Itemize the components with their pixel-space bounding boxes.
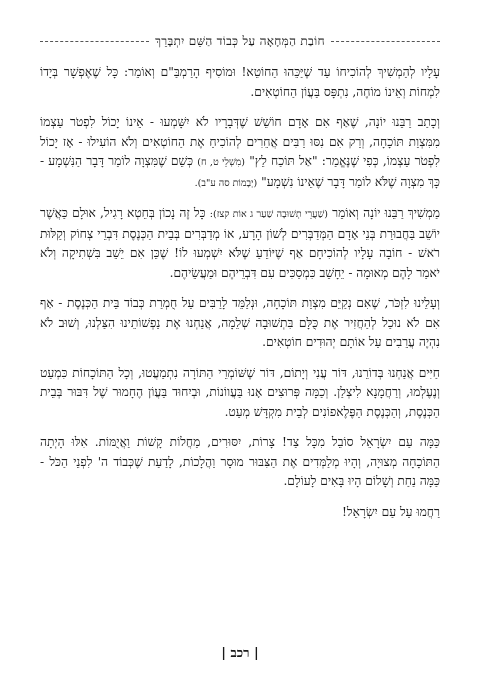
- paragraph-1: עָלָיו לְהַמְשִׁיךְ לְהוֹכִיחוֹ עַד שֶׁיַּכֵּהוּ הַחוֹטֵא! וּמוֹסִיף הָרַמְבַּ"ם וְאוֹמֵר: כָּל שֶׁאֶפְשָׁר בְּיָדוֹ לִמְחוֹת וְאֵינוֹ מוֹחֶה, נִתְפָּס בַּעֲוֹן הַחוֹטְאִים.: [40, 65, 440, 99]
- header-title: חוֹבַת הַמְּחָאָה עַל כְּבוֹד הַשֵּׁם יִתְבָּרֵךְ: [155, 34, 325, 48]
- header-rule-left: [40, 41, 149, 42]
- paragraph-5: חַיִּים אֲנַחְנוּ בְּדוֹרֵנוּ, דּוֹר עֲנִי וְיָתוֹם, דּוֹר שֶׁשּׁוֹמְרֵי הַתּוֹרָה נִתְמַעֲטוּ, וְכָל הַתּוֹכָחוֹת כִּמְעַט וְנֶעֶלְמוּ, וְרַחֲמָנָא לִיצְלַן. וְכַמָּה פְּרוּצִים אָנוּ בַּעֲווֹנוֹת, וּבְיִחוּד בַּעֲוֹן הֶחָמוּר שֶׁל דִּבּוּר בְּבֵית הַכְּנֶסֶת, וְהַכְּנֶסֶת הַפֶּלֶאפוֹנִים לְבֵית מִקְדָּשׁ מְעַט.: [40, 365, 440, 419]
- document-body: [40, 63, 440, 522]
- paragraph-2: וְכָתַב רַבֵּנוּ יוֹנָה, שֶׁאַף אִם אָדָם חוֹשֵׁשׁ שֶׁדְּבָרָיו לֹא יִשָּׁמְעוּ - אֵינוֹ יָכוֹל לִפְטֹר עַצְמוֹ מִמִּצְוַת תּוֹכָחָה, וְרַק אִם נִסּוּ רַבִּים אֲחֵרִים לְהוֹכִיחַ אֶת הַחוֹטְאִים וְלֹא הוֹעִילוּ - אָז יָכוֹל לִפְטֹר עַצְמוֹ, כְּפִי שֶׁנֶּאֱמַר: "אַל תּוֹכַח לֵץ" (מִשְׁלֵי ט, ח) כְּשֵׁם שֶׁמִּצְוָה לוֹמַר דָּבָר הַנִּשְׁמָע - כָּךְ מִצְוָה שֶׁלֹּא לוֹמַר דָּבָר שֶׁאֵינוֹ נִשְׁמָע" (יְבָמוֹת סה ע"ב).: [40, 115, 441, 189]
- citation: (שַׁעֲרֵי תְשׁוּבָה שַׁעַר ג אוֹת קצז):: [209, 209, 328, 220]
- paragraph-6: כַּמָּה עַם יִשְׂרָאֵל סוֹבֵל מִכָּל צַד! צָרוֹת, יִסּוּרִים, מַחֲלוֹת קָשׁוֹת וַאֲיֻמּוֹת. אִלּוּ הָיְתָה הַתּוֹכָחָה מְצוּיָה, וְהָיוּ מְלַמְּדִים אֶת הַצִּבּוּר מוּסָר וַהֲלָכוֹת, לָדַעַת שֶׁכְּבוֹד ה' לִפְנֵי הַכֹּל - כַּמָּה נַחַת וְשָׁלוֹם הָיוּ בָּאִים לָעוֹלָם.: [40, 435, 440, 488]
- citation: (מִשְׁלֵי ט, ח): [197, 157, 246, 168]
- citation: (יְבָמוֹת סה ע"ב).: [194, 177, 258, 189]
- paragraph-7: רַחֲמוּ עַל עַם יִשְׂרָאֵל!: [342, 504, 440, 519]
- header-rule-right: [331, 41, 440, 42]
- running-header: [40, 34, 440, 49]
- paragraph-4: וְעָלֵינוּ לִזְכֹּר, שֶׁאִם נְקַיֵּם מִצְוַת תּוֹכָחָה, וּנְלַמֵּד לָרַבִּים עַל חֻמְרַת כְּבוֹד בֵּית הַכְּנֶסֶת - אַף אִם לֹא נוּכַל לְהַחֲזִיר אֶת כֻּלָּם בִּתְשׁוּבָה שְׁלֵמָה, אֲנַחְנוּ אֶת נַפְשׁוֹתֵינוּ הִצַּלְנוּ, וְשׁוּב לֹא נִהְיֶה עֲרֵבִים עַל אוֹתָם יְהוּדִים חוֹטְאִים.: [40, 296, 440, 349]
- page-number: | רכב |: [221, 646, 259, 661]
- paragraph-3: מַמְשִׁיךְ רַבֵּנוּ יוֹנָה וְאוֹמֵר (שַׁעֲרֵי תְשׁוּבָה שַׁעַר ג אוֹת קצז): כָּל זֶה נָכוֹן בְּחֵטְא רָגִיל, אוּלָם כַּאֲשֶׁר יוֹשֵׁב בַּחֲבוּרַת בְּנֵי אָדָם הַמְּדַבְּרִים לְשׁוֹן הָרָע, אוֹ מְדַבְּרִים בְּבֵית הַכְּנֶסֶת דִּבְרֵי צְחוֹק וְקַלּוּת רֹאשׁ - חוֹבָה עָלָיו לְהוֹכִיחָם אַף שֶׁיּוֹדֵעַ שֶׁלֹּא יִשְׁמְעוּ לוֹ! שֶׁכֵּן אִם יֵשֵׁב בִּשְׁתִיקָה וְלֹא יֹאמַר לָהֶם מְאוּמָה - יֵחָשֵׁב כִּמְסַכִּים עִם דִּבְרֵיהֶם וּמַעֲשֵׂיהֶם.: [40, 206, 440, 280]
